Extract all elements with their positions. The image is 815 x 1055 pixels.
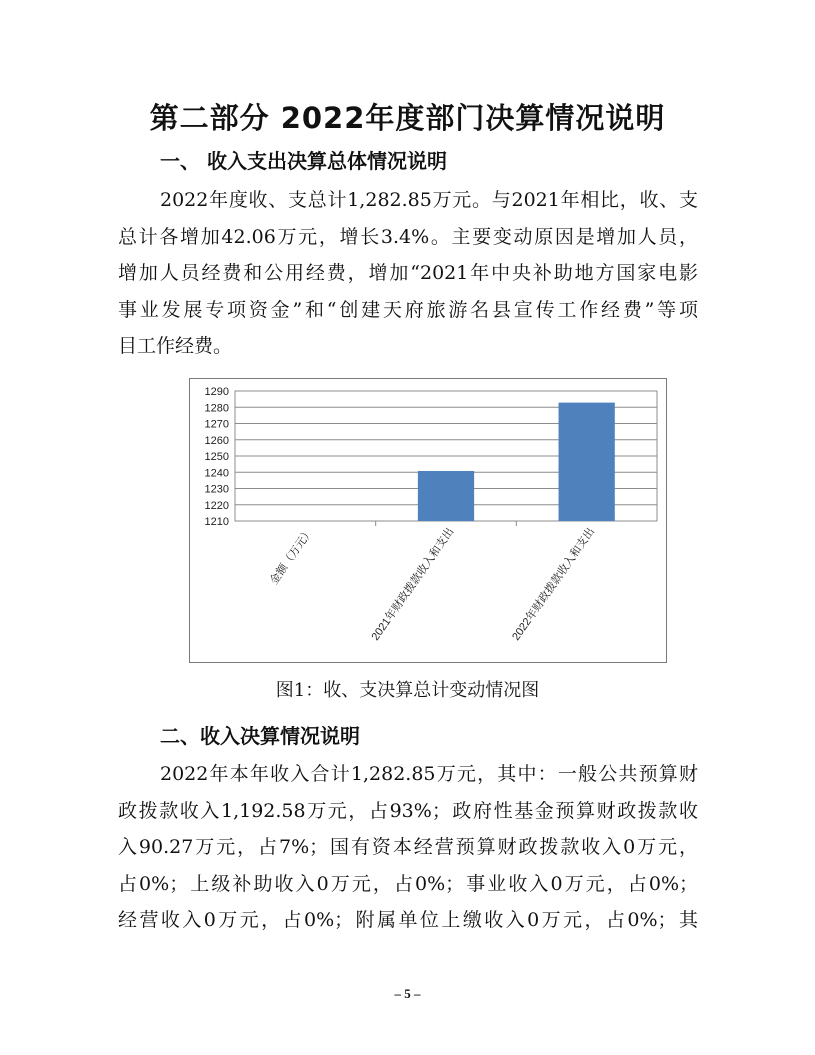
- chart-frame: [189, 378, 667, 663]
- page-title: 第二部分 2022年度部门决算情况说明: [149, 101, 666, 135]
- section2-heading: 二、收入决算情况说明: [160, 724, 360, 748]
- bar: [418, 471, 474, 521]
- section2-paragraph: [118, 756, 698, 939]
- y-tick-label: 1240: [204, 467, 229, 480]
- y-tick-label: 1220: [204, 499, 229, 512]
- paragraph-line: 入90.27万元，占7%；国有资本经营预算财政拨款收入0万元，: [118, 836, 698, 858]
- paragraph-line: 目工作经费。: [118, 335, 233, 357]
- bar-chart: [190, 379, 666, 662]
- x-category-label: 2021年财政拨款收入和支出: [369, 525, 457, 643]
- y-tick-label: 1270: [204, 418, 229, 431]
- section1-heading: 一、 收入支出决算总体情况说明: [160, 149, 447, 173]
- y-tick-label: 1290: [204, 386, 229, 398]
- paragraph-line: 增加人员经费和公用经费，增加“2021年中央补助地方国家电影: [118, 262, 698, 284]
- paragraph-line: 事业发展专项资金”和“创建天府旅游名县宣传工作经费”等项: [118, 298, 698, 321]
- x-category-label: 2022年财政拨款收入和支出: [510, 525, 598, 643]
- paragraph-line: 总计各增加42.06万元，增长3.4%。主要变动原因是增加人员，: [118, 225, 698, 248]
- x-category-label: 金额（万元）: [268, 525, 316, 587]
- paragraph-line: 经营收入0万元，占0%；附属单位上缴收入0万元，占0%；其: [118, 909, 698, 931]
- paragraph-line: 占0%；上级补助收入0万元，占0%；事业收入0万元，占0%；: [118, 872, 698, 895]
- y-tick-label: 1260: [204, 434, 229, 447]
- section1-paragraph: [118, 182, 698, 365]
- y-tick-label: 1280: [204, 402, 229, 415]
- y-tick-label: 1210: [204, 516, 229, 528]
- paragraph-line: 2022年本年收入合计1,282.85万元，其中：一般公共预算财: [160, 763, 698, 785]
- paragraph-line: 2022年度收、支总计1,282.85万元。与2021年相比，收、支: [160, 189, 698, 211]
- figure-caption: 图1：收、支决算总计变动情况图: [275, 680, 540, 701]
- y-tick-label: 1230: [204, 483, 229, 496]
- y-tick-label: 1250: [204, 451, 229, 463]
- page-number: – 5 –: [394, 986, 421, 1001]
- bar: [559, 403, 615, 521]
- paragraph-line: 政拨款收入1,192.58万元，占93%；政府性基金预算财政拨款收: [118, 799, 698, 822]
